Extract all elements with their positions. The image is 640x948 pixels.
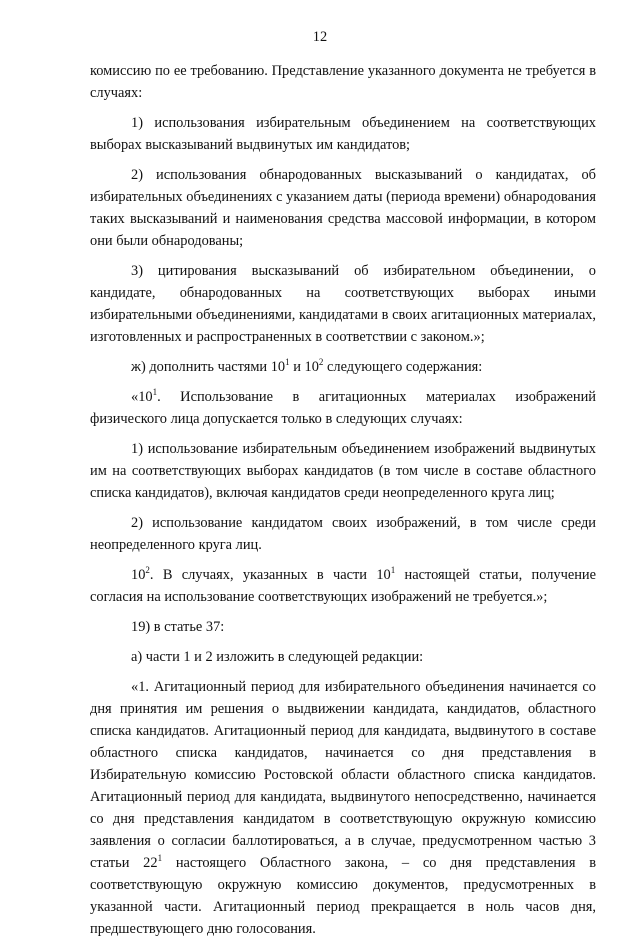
paragraph (90, 438, 596, 504)
paragraph (90, 112, 596, 156)
text-run: 2) использование кандидатом своих изображений, в том числе среди неопределенного круга лиц. (90, 515, 596, 553)
text-run: «10 (131, 389, 153, 405)
paragraph (90, 356, 596, 378)
paragraph (90, 260, 596, 348)
paragraph (90, 564, 596, 608)
text-run: следующего содержания: (323, 359, 483, 375)
text-run: настоящего Областного закона, – со дня представления в соответствующую окружную комиссию документов, предусмотренных в указанной части. Агитационный период прекращается в ноль часов дня, предшествующего дню голосования. (90, 855, 596, 937)
superscript: 1 (285, 357, 290, 368)
superscript: 1 (157, 853, 163, 864)
text-run: «1. Агитационный период для избирательного объединения начинается со дня принятия им решения о выдвижении кандидата, кандидатов, областного списка кандидатов. Агитационный период для кандидата, выдвинутого в составе областного списка кандидатов, начинается со дня представления в Избирательную комиссию Ростовской области областного списка кандидатов. Агитационный период для кандидата, выдвинутого непосредственно, начинается со дня представления кандидатом в соответствующую окружную комиссию заявления о согласии баллотироваться, а в случае, предусмотренном частью 3 статьи 22 (90, 679, 596, 871)
superscript: 2 (145, 565, 150, 576)
text-run: а) части 1 и 2 изложить в следующей редакции: (131, 649, 424, 665)
paragraph (90, 676, 596, 940)
text-run: 2) использования обнародованных высказываний о кандидатах, об избирательных объединениях с указанием даты (периода времени) обнародования таких высказываний и наименования средства массовой информации, в котором они были обнародованы; (90, 167, 596, 249)
superscript: 2 (318, 357, 324, 368)
paragraph (90, 646, 596, 668)
text-run: комиссию по ее требованию. Представление указанного документа не требуется в случаях: (90, 63, 596, 101)
text-run: 19) в статье 37: (131, 619, 225, 635)
text-run: . Использование в агитационных материалах изображений физического лица допускается только в следующих случаях: (90, 389, 596, 427)
text-run: настоящей статьи, получение согласия на использование соответствующих изображений не требуется.»; (90, 567, 597, 605)
text-run: ж) дополнить частями 10 (131, 359, 286, 375)
text-run: 1) использования избирательным объединением на соответствующих выборах высказываний выдвинутых им кандидатов; (90, 115, 596, 153)
paragraph (90, 512, 596, 556)
paragraph (90, 164, 596, 252)
superscript: 1 (152, 387, 158, 398)
superscript: 1 (390, 565, 396, 576)
document-body (90, 60, 596, 948)
text-run: и 10 (289, 359, 319, 375)
paragraph (90, 386, 596, 430)
text-run: . В случаях, указанных в части 10 (149, 567, 391, 583)
text-run: 10 (131, 567, 146, 583)
paragraph (90, 60, 596, 104)
text-run: 3) цитирования высказываний об избирательном объединении, о кандидате, обнародованных на соответствующих выборах иными избирательными объединениями, кандидатами в своих агитационных материалах, изготовленных и распространенных в соответствии с законом.»; (90, 263, 596, 345)
page-number: 12 (312, 29, 328, 45)
text-run: 1) использование избирательным объединением изображений выдвинутых им на соответствующих выборах кандидатов (в том числе в составе областного списка кандидатов), включая кандидатов среди неопределенного круга лиц; (90, 441, 596, 501)
paragraph (90, 616, 596, 638)
